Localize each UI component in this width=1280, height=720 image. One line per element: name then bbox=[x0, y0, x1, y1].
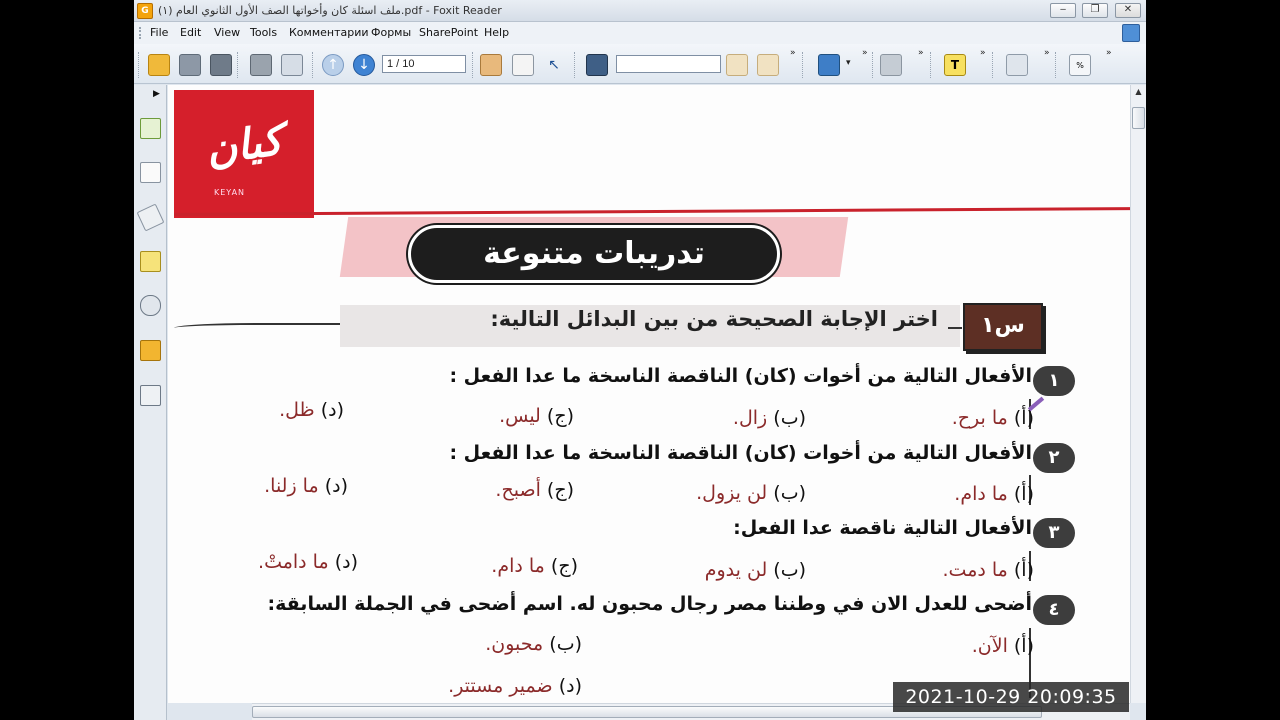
restore-button[interactable]: ❐ bbox=[1082, 3, 1108, 18]
foxit-reader-window bbox=[134, 0, 1146, 720]
menu-file[interactable]: File bbox=[150, 26, 169, 39]
menu-forms[interactable]: Формы bbox=[371, 26, 412, 39]
attachments-paperclip-icon[interactable] bbox=[140, 295, 161, 316]
toolbar-overflow-chevron-icon[interactable]: » bbox=[1044, 48, 1050, 58]
toolbar-separator bbox=[574, 52, 575, 78]
option-a bbox=[943, 559, 1035, 581]
navigation-sidebar bbox=[134, 85, 167, 720]
toolbar-overflow-chevron-icon[interactable]: » bbox=[862, 48, 868, 58]
window-title: (ملف اسئلة كان وأخواتها الصف الأول الثانوي العام (١.pdf - Foxit Reader bbox=[158, 4, 502, 17]
option-letter: (ج) bbox=[546, 405, 574, 427]
option-b bbox=[696, 482, 806, 504]
option-d bbox=[264, 475, 348, 497]
option-letter: (ب) bbox=[773, 407, 806, 429]
save-icon[interactable] bbox=[179, 54, 201, 76]
pages-icon[interactable] bbox=[140, 162, 161, 183]
minimize-button[interactable]: ‒ bbox=[1050, 3, 1076, 18]
banner-title: تدريبات متنوعة bbox=[483, 236, 705, 271]
question-number-badge: ١ bbox=[1033, 366, 1075, 396]
typewriter-icon[interactable]: T bbox=[944, 54, 966, 76]
scroll-up-arrow-icon[interactable]: ▲ bbox=[1135, 87, 1142, 96]
toolbar-grip-icon bbox=[138, 52, 139, 78]
next-page-icon[interactable]: ↓ bbox=[353, 54, 375, 76]
toolbar-overflow-chevron-icon[interactable]: » bbox=[918, 48, 924, 58]
keyan-logo bbox=[174, 90, 314, 218]
layers-icon[interactable] bbox=[137, 204, 165, 232]
foxit-app-icon[interactable]: G bbox=[137, 3, 153, 19]
close-button[interactable]: ✕ bbox=[1115, 3, 1141, 18]
header-red-rule bbox=[174, 207, 1130, 216]
option-answer: لن يدوم bbox=[704, 559, 768, 581]
vertical-scroll-thumb[interactable] bbox=[1132, 107, 1145, 129]
option-letter: (أ) bbox=[1013, 483, 1034, 505]
sidebar-expand-arrow-icon[interactable]: ▶ bbox=[153, 89, 160, 99]
option-d bbox=[279, 399, 344, 421]
find-text-input[interactable] bbox=[616, 55, 721, 73]
toolbar-overflow-chevron-icon[interactable]: » bbox=[980, 48, 986, 58]
toolbar-separator bbox=[312, 52, 313, 78]
toolbar-separator bbox=[872, 52, 873, 78]
comments-icon[interactable] bbox=[140, 251, 161, 272]
option-d bbox=[448, 675, 582, 697]
option-letter: (أ) bbox=[1013, 407, 1034, 429]
instruction-text: اختر الإجابة الصحيحة من بين البدائل التالية: bbox=[490, 307, 938, 331]
option-b bbox=[485, 633, 582, 655]
binoculars-search-icon[interactable] bbox=[586, 54, 608, 76]
open-folder-icon[interactable] bbox=[148, 54, 170, 76]
bookmarks-icon[interactable] bbox=[140, 118, 161, 139]
previous-page-icon[interactable]: ↑ bbox=[322, 54, 344, 76]
option-letter: (ب) bbox=[549, 633, 582, 655]
toolbar-overflow-chevron-icon[interactable]: » bbox=[1106, 48, 1112, 58]
option-answer: ضمير مستتر. bbox=[448, 675, 553, 697]
help-assistant-icon[interactable] bbox=[1122, 24, 1140, 42]
question-number-badge: ٣ bbox=[1033, 518, 1075, 548]
security-lock-icon[interactable] bbox=[140, 340, 161, 361]
menu-help[interactable]: Help bbox=[484, 26, 510, 39]
option-answer: ما دمت. bbox=[942, 559, 1008, 581]
rotate-view-icon[interactable] bbox=[818, 54, 840, 76]
option-answer: ما دام. bbox=[491, 555, 545, 577]
menu-grip-icon bbox=[139, 27, 141, 39]
document-page[interactable] bbox=[168, 85, 1130, 703]
question-section-label: س١ bbox=[981, 313, 1025, 338]
option-c bbox=[491, 555, 578, 577]
option-answer: ما دامتْ. bbox=[258, 551, 329, 573]
menu-bar bbox=[134, 22, 1146, 44]
option-c bbox=[495, 479, 574, 501]
menu-tools[interactable]: Tools bbox=[250, 26, 278, 39]
option-letter: (د) bbox=[320, 399, 344, 421]
option-answer: لن يزول. bbox=[696, 482, 768, 504]
vertical-scrollbar[interactable] bbox=[1130, 85, 1146, 703]
select-text-icon[interactable] bbox=[512, 54, 534, 76]
find-previous-icon[interactable] bbox=[726, 54, 748, 76]
toolbar-separator bbox=[930, 52, 931, 78]
question-text: الأفعال التالية ناقصة عدا الفعل: bbox=[733, 517, 1032, 539]
option-answer: ما زلنا. bbox=[264, 475, 319, 497]
title-bar bbox=[134, 0, 1146, 22]
option-letter: (أ) bbox=[1013, 559, 1034, 581]
question-number-badge: ٤ bbox=[1033, 595, 1075, 625]
question-text: الأفعال التالية من أخوات (كان) الناقصة الناسخة ما عدا الفعل : bbox=[449, 442, 1032, 464]
option-letter: (ج) bbox=[550, 555, 578, 577]
option-answer: زال. bbox=[732, 407, 768, 429]
select-arrow-icon[interactable]: ↖ bbox=[548, 57, 560, 73]
option-a bbox=[952, 407, 1034, 429]
option-letter: (د) bbox=[558, 675, 582, 697]
option-d bbox=[258, 551, 358, 573]
option-b bbox=[733, 407, 806, 429]
toolbar-separator bbox=[237, 52, 238, 78]
instruction-dash bbox=[948, 327, 962, 329]
video-timestamp-overlay: 2021-10-29 20:09:35 bbox=[893, 682, 1129, 712]
option-answer: الآن. bbox=[971, 635, 1008, 657]
option-letter: (ب) bbox=[773, 482, 806, 504]
toolbar-separator bbox=[802, 52, 803, 78]
option-b bbox=[705, 559, 806, 581]
logo-subtitle: KEYAN bbox=[214, 188, 246, 197]
save-as-icon[interactable] bbox=[210, 54, 232, 76]
find-next-icon[interactable] bbox=[757, 54, 779, 76]
hand-tool-icon[interactable] bbox=[480, 54, 502, 76]
rotate-dropdown-chevron-icon[interactable]: ▾ bbox=[846, 58, 851, 68]
toolbar-separator bbox=[1055, 52, 1056, 78]
option-answer: ما دام. bbox=[954, 483, 1008, 505]
option-letter: (ج) bbox=[546, 479, 574, 501]
logo-wordmark: كيان bbox=[202, 114, 286, 175]
option-letter: (ب) bbox=[773, 559, 806, 581]
option-a bbox=[954, 483, 1034, 505]
page-number-input[interactable] bbox=[382, 55, 466, 73]
question-section-badge bbox=[963, 303, 1043, 351]
option-answer: ما برح. bbox=[951, 407, 1008, 429]
ink-tool-icon[interactable] bbox=[880, 54, 902, 76]
menu-edit[interactable]: Edit bbox=[180, 26, 202, 39]
menu-view[interactable]: View bbox=[214, 26, 241, 39]
zoom-actual-size-icon[interactable]: % bbox=[1069, 54, 1091, 76]
toolbar-separator bbox=[472, 52, 473, 78]
option-answer: محبون. bbox=[485, 633, 544, 655]
instruction-underline bbox=[174, 323, 340, 333]
option-letter: (د) bbox=[324, 475, 348, 497]
option-answer: أصبح. bbox=[495, 479, 541, 501]
question-number-badge: ٢ bbox=[1033, 443, 1075, 473]
menu-comments[interactable]: Комментарии bbox=[289, 26, 369, 39]
option-answer: ظل. bbox=[279, 399, 315, 421]
signatures-icon[interactable] bbox=[140, 385, 161, 406]
stamp-tool-icon[interactable] bbox=[1006, 54, 1028, 76]
option-letter: (د) bbox=[334, 551, 358, 573]
banner-title-pill bbox=[408, 225, 780, 283]
toolbar-separator bbox=[992, 52, 993, 78]
question-text: الأفعال التالية من أخوات (كان) الناقصة الناسخة ما عدا الفعل : bbox=[449, 365, 1032, 387]
print-icon[interactable] bbox=[250, 54, 272, 76]
option-a bbox=[972, 635, 1034, 657]
menu-sharepoint[interactable]: SharePoint bbox=[419, 26, 479, 39]
option-c bbox=[499, 405, 574, 427]
question-text: أضحى للعدل الان في وطننا مصر رجال محبون له. اسم أضحى في الجملة السابقة: bbox=[267, 593, 1032, 615]
option-letter: (أ) bbox=[1013, 635, 1034, 657]
snapshot-icon[interactable] bbox=[281, 54, 303, 76]
toolbar-overflow-chevron-icon[interactable]: » bbox=[790, 48, 796, 58]
option-answer: ليس. bbox=[499, 405, 541, 427]
